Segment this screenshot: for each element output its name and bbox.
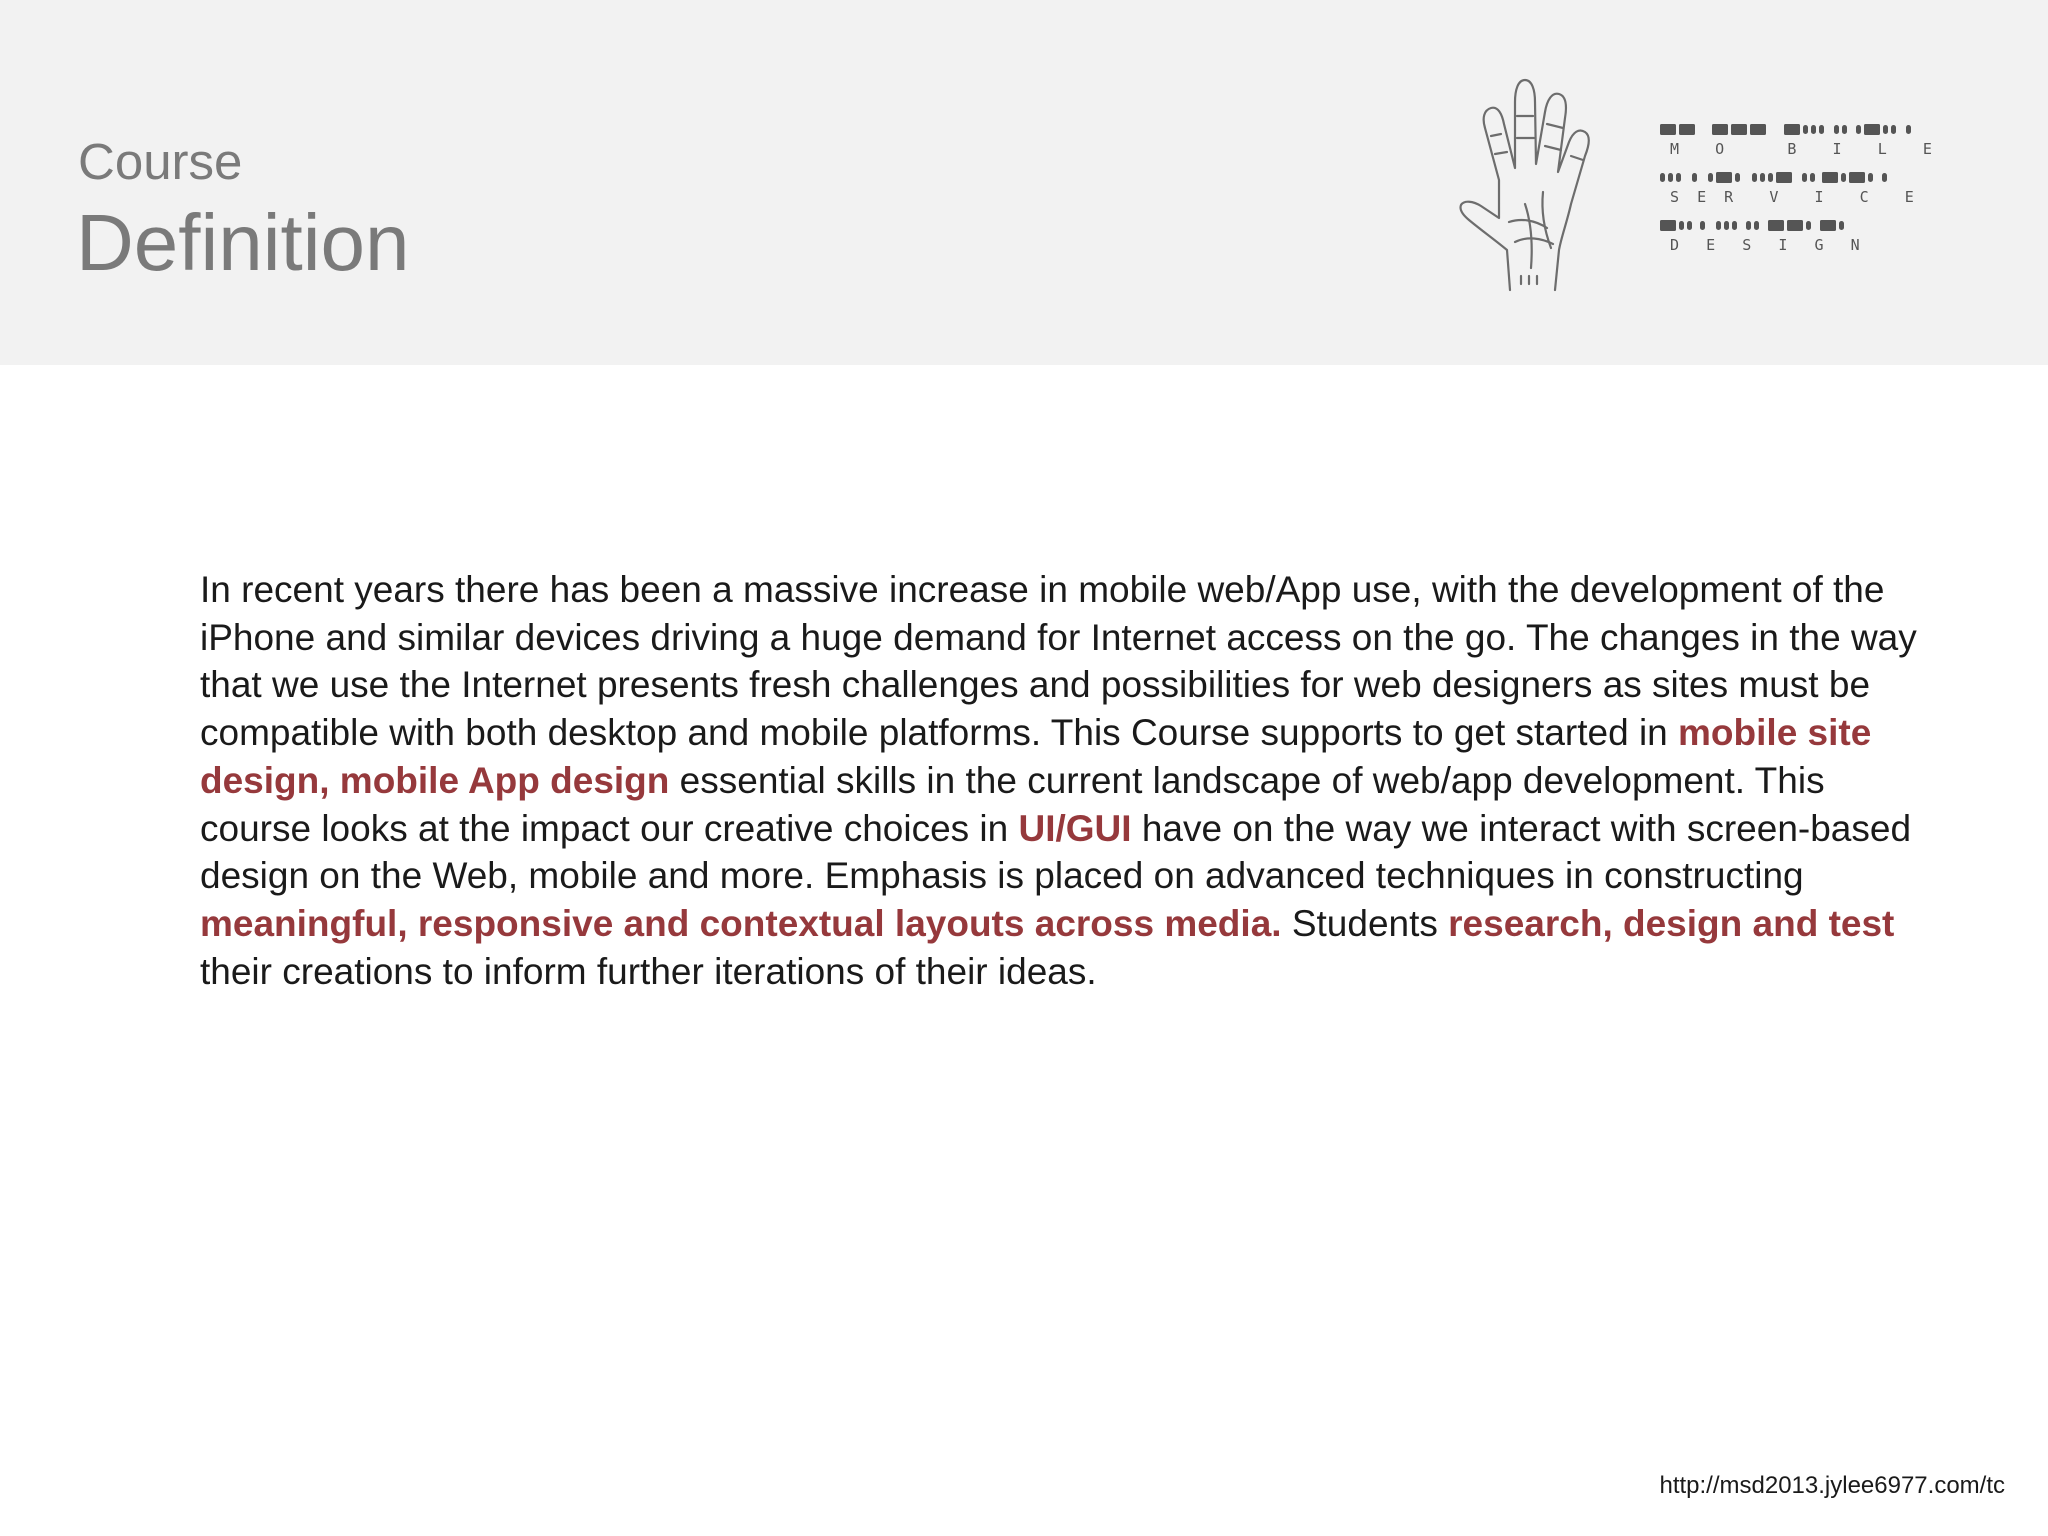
highlight-research-design-test: research, design and test	[1448, 902, 1895, 944]
description-text: Students	[1281, 902, 1449, 944]
course-description	[200, 566, 1920, 995]
page-subtitle: Course	[78, 133, 243, 190]
code-bar-icon	[1660, 218, 1960, 232]
code-bar-icon	[1660, 122, 1960, 136]
mobile-service-design-logo	[1658, 120, 1958, 255]
logo-text-mobile: M O B I L E	[1670, 140, 1932, 158]
highlight-ui-gui: UI/GUI	[1018, 807, 1132, 849]
logo-text-service: S E R V I C E	[1670, 188, 1914, 206]
highlight-layouts: meaningful, responsive and contextual layouts across media.	[200, 902, 1282, 944]
code-bar-icon	[1660, 170, 1960, 184]
highlight-mobile-design: mobile site design, mobile App design	[200, 712, 1872, 801]
logo-row-design	[1658, 218, 1958, 258]
footer-url: http://msd2013.jylee6977.com/tc	[1659, 1472, 2005, 1499]
page-title: Definition	[76, 198, 410, 287]
header-banner	[0, 0, 2048, 365]
logo-text-design: D E S I G N	[1670, 236, 1860, 254]
logo-row-mobile	[1658, 122, 1958, 162]
description-text: essential skills in the current landscape of web/app development. This course looks at the impact our creative choices in	[200, 759, 1825, 849]
hand-icon	[1455, 72, 1615, 294]
description-text: have on the way we interact with screen-based design on the Web, mobile and more. Emphasis is placed on advanced techniques in constructing	[200, 807, 1912, 897]
logo-row-service	[1658, 170, 1958, 210]
description-text: In recent years there has been a massive increase in mobile web/App use, with the development of the iPhone and similar devices driving a huge demand for Internet access on the go. The changes in the way that we use the Internet presents fresh challenges and possibilities for web designers as sites must be compatible with both desktop and mobile platforms. This Course supports to get started in	[200, 569, 1917, 754]
description-text: their creations to inform further iterations of their ideas.	[200, 950, 1097, 992]
